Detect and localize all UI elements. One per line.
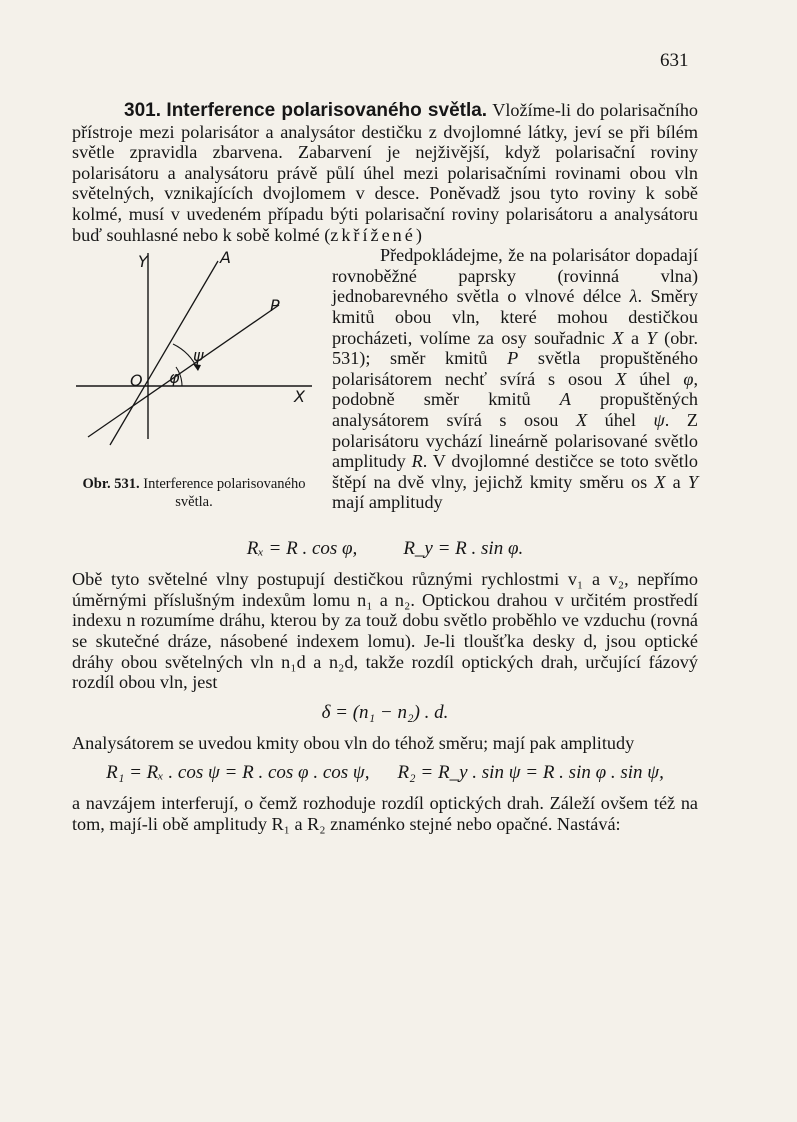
section-title: Interference polarisovaného světla.	[166, 100, 488, 121]
coordinates-paragraph: Předpokládejme, že na polarisátor dopadají rovnoběžné paprsky (rovinná vlna) jednobarevného světla o vlnové délce λ. Směry kmitů obou vln, které mohou destičkou procházeti, volíme za osy souřadnic X a Y (obr. 531); směr kmitů P světla propuštěného polarisátorem nechť svírá s osou X úhel φ, podobně směr kmitů A propuštěných analysátorem svírá s osou X úhel ψ. Z polarisátoru vychází lineárně polarisované světlo amplitudy R. V dvojlomné destičce se toto světlo štěpí na dvě vlny, jejichž kmity směru os X a Y mají amplitudy	[332, 245, 699, 513]
phi-label: φ	[169, 368, 180, 388]
caption-label: Obr. 531.	[82, 476, 140, 493]
p-axis-line	[88, 305, 279, 437]
spaced-term: zkřížené	[330, 224, 416, 245]
caption-text: Interference polarisovaného světla.	[143, 476, 306, 511]
polarisation-diagram	[72, 247, 322, 472]
formula-amplitudes	[72, 537, 698, 561]
formula-r1-r2	[72, 761, 698, 785]
page-content	[72, 100, 698, 835]
p-axis-label: P	[270, 296, 280, 316]
psi-arrow	[193, 364, 201, 371]
section-intro-paragraph: 301. Interference polarisovaného světla. Vložíme-li do polarisačního přístroje mezi polarisátor a analysátor destičku z dvojlomné látky, jeví se při bílém světle zpravidla zbarvena. Zabarvení je nejživější, když polarisační roviny polarisátoru a analysátoru právě půlí úhel mezi polarisačními rovinami obou vln světelných, vznikajících dvojlomem v desce. Poněvadž jsou tyto roviny k sobě kolmé, musí v uvedeném případu býti polarisační roviny polarisátoru a analysátoru buď souhlasné nebo k sobě kolmé (zkřížené)	[72, 100, 699, 245]
figure-531	[72, 247, 322, 529]
formula-r2: R₂ = R_y . sin ψ = R . sin φ . sin ψ,	[397, 762, 664, 784]
figure-caption	[72, 475, 316, 511]
origin-label: O	[130, 371, 143, 391]
page-number: 631	[660, 50, 689, 71]
a-axis-label: A	[220, 248, 231, 268]
optical-path-paragraph: Obě tyto světelné vlny postupují destičkou různými rychlostmi v₁ a v₂, nepřímo úměrnými příslušným indexům lomu n₁ a n₂. Optickou drahou v určitém prostředí indexu n rozumíme dráhu, kterou by za touž dobu světlo proběhlo ve vzduchu (rovná se skutečné dráze, násobené indexem lomu). Je-li tloušťka desky d, jsou optické dráhy obou světelných vln n₁d a n₂d, takže rozdíl optických drah, určující fázový rozdíl obou vln, jest	[72, 569, 698, 693]
section-number: 301.	[124, 100, 161, 121]
x-axis-label: X	[294, 387, 305, 407]
formula-delta: δ = (n₁ − n₂) . d.	[321, 701, 449, 723]
analyser-paragraph: Analysátorem se uvedou kmity obou vln do téhož směru; mají pak amplitudy	[72, 732, 635, 753]
y-axis-label: Y	[138, 252, 148, 272]
formula-rx: Rₓ = R . cos φ,	[246, 538, 358, 560]
formula-ry: R_y = R . sin φ.	[403, 538, 524, 560]
interference-paragraph: a navzájem interferují, o čemž rozhoduje rozdíl optických drah. Záleží ovšem též na tom, mají-li obě amplitudy R₁ a R₂ znaménko stejné nebo opačné. Nastává:	[72, 793, 698, 834]
formula-r1: R₁ = Rₓ . cos ψ = R . cos φ . cos ψ,	[106, 762, 370, 784]
psi-label: ψ	[193, 346, 204, 366]
intro-text: Vložíme-li do polarisačního přístroje mezi polarisátor a analysátor destičku z dvojlomné látky, jeví se při bílém světle zpravidla zbarvena. Zabarvení je nejživější, když polarisační roviny polarisátoru a analysátoru právě půlí úhel mezi polarisačními rovinami obou vln světelných, vznikajících dvojlomem v desce. Poněvadž jsou tyto roviny k sobě kolmé, musí v uvedeném případu býti polarisační roviny polarisátoru a analysátoru buď souhlasné nebo k sobě kolmé (	[72, 100, 699, 245]
